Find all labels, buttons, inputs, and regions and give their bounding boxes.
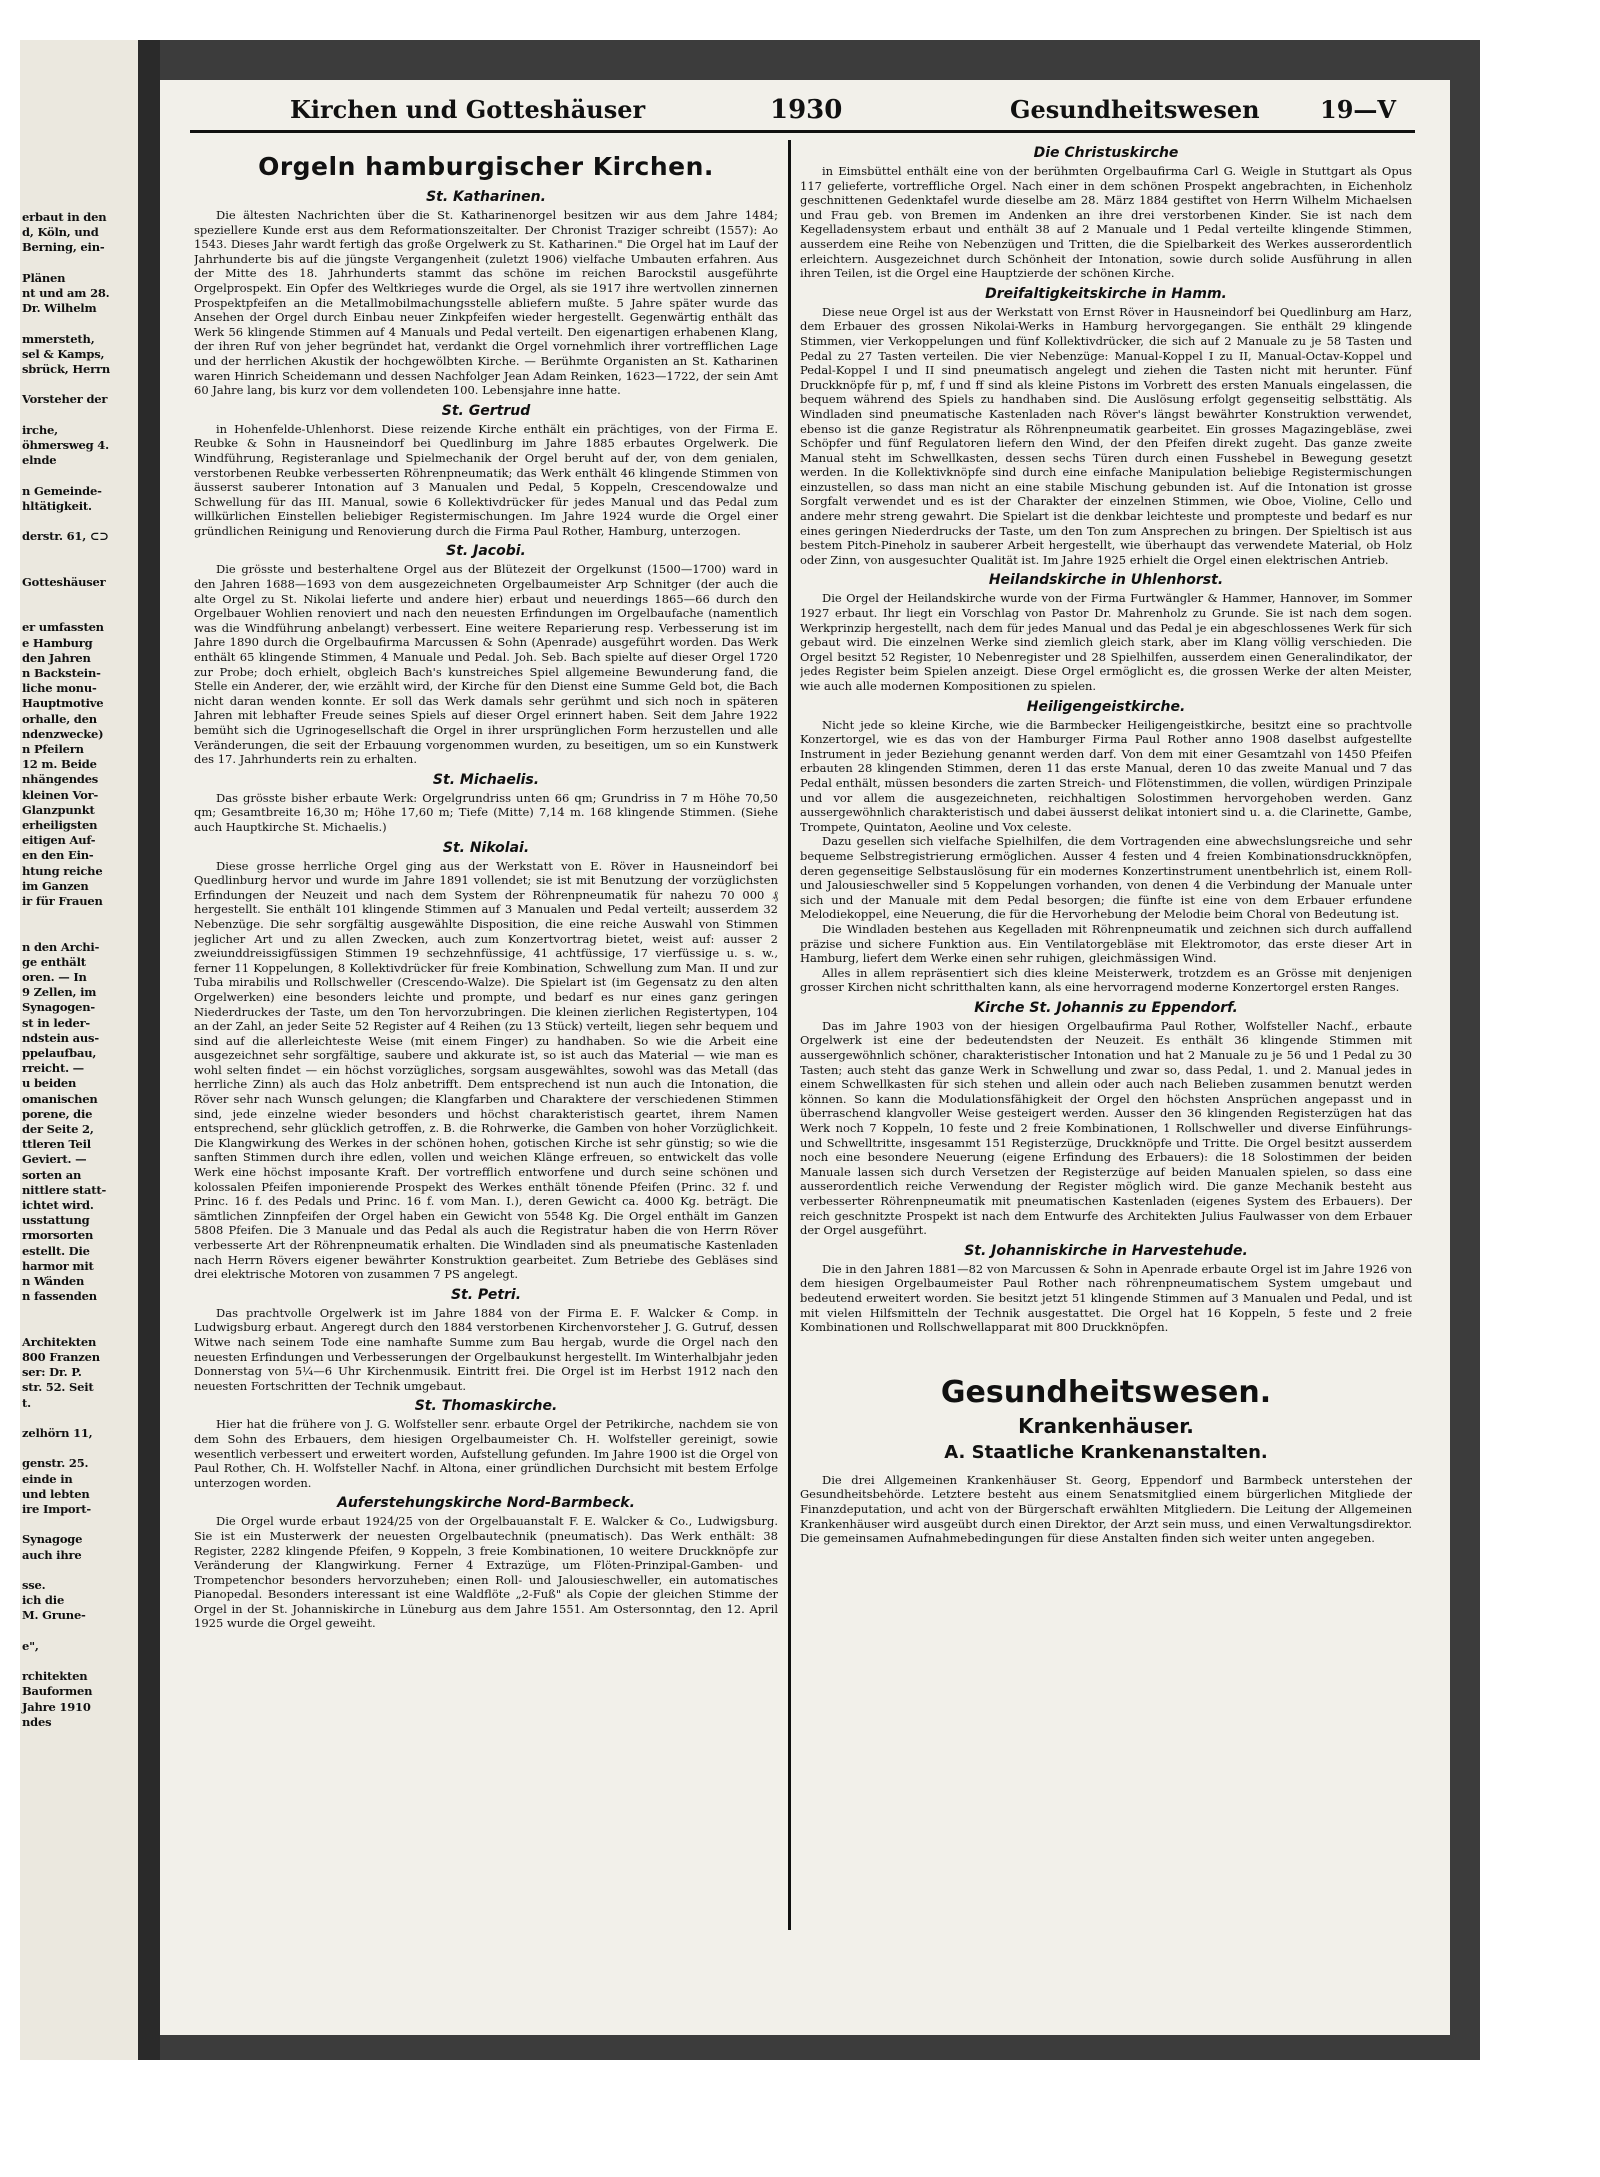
section-paragraph: Die ältesten Nachrichten über die St. Katharinenorgel besitzen wir aus dem Jahre 1484; speziellere Kunde erst aus dem Reformationszeitalter. Der Chronist Traziger schreibt (1557): Ao 1543. Dieses Jahr wardt fertigh das große Orgelwerk zu St. Katharinen." Die Orgel hat im Lauf der Jahrhunderte bis auf die jüngste Vergangenheit (zuletzt 1906) vielfache Umbauten erfahren. Aus der Mitte des 18. Jahrhunderts stammt das schöne im reichen Barockstil ausgeführte Orgelprospekt. Ein Opfer des Weltkrieges wurde die Orgel, als sie 1917 ihre wertvollen zinnernen Prospektpfeifen an die Metallmobilmachungsstelle abliefern mußte. 5 Jahre später wurde das Ansehen der Orgel durch Einbau neuer Zinkpfeifen wieder hergestellt. Gegenwärtig enthält das Werk 56 klingende Stimmen auf 4 Manuals und Pedal verteilt. Den eigenartigen erhabenen Klang, der ihren Ruf von jeher begründet hat, verdankt die Orgel vornehmlich ihrer vortrefflichen Lage und der herrlichen Akustik der hochgewölbten Kirche. — Berühmte Organisten an St. Katharinen waren Hinrich Scheidemann und dessen Nachfolger Jean Adam Reinken, 1623—1722, der sein Amt 60 Jahre lang, bis kurz vor dem vollendeten 100. Lebensjahre inne hatte. — [194, 208, 778, 398]
section-paragraph: Diese grosse herrliche Orgel ging aus der Werkstatt von E. Röver in Hausneindorf bei Quedlinburg hervor und wurde im Jahre 1891 vollendet; sie ist mit Benutzung der vorzüglichsten Erfindungen der Neuzeit und nach dem System der Röhrenpneumatik für nahezu 70 000 ₰ hergestellt. Sie enthält 101 klingende Stimmen auf 3 Manualen und Pedal verteilt; ausserdem 32 Nebenzüge. Die sehr sorgfältig ausgewählte Disposition, die eine reiche Auswahl von Stimmen jeglicher Art und zu allen Zwecken, auch zum Konzertvortrag bietet, weist auf: ausser 2 zweiunddreissigfüssigen Stimmen 19 sechzehnfüssige, 41 achtfüssige, 17 vierfüssige u. s. w., ferner 11 Koppelungen, 8 Kollektivdrücker für freie Kombination, Schwellung zum Man. II und zur Tuba mirabilis und Rollschweller (Crescendo-Walze). Die Spielart ist (im Gegensatz zu den alten Orgelwerken) eine besonders leichte und prompte, und bedarf es nur eines ganz geringen Niederdruckes der Taste, um den Ton hervorzubringen. Die kleinen zierlichen Registertypen, 104 an der Zahl, an jeder Seite 52 Register auf 4 Reihen (zu 13 Stück) verteilt, liegen sehr bequem und sind auf die allerleichteste Weise (mit einem Finger) zu handhaben. So wie die Arbeit eine ausgezeichnet sehr sorgfältige, saubere und akkurate ist, so ist auch das Material — wie man es wohl selten findet — ein höchst vorzügliches, sorgsam ausgewähltes, sowohl was das Metall (das herrliche Zinn) als auch das Holz anbetrifft. Dem entsprechend ist nun auch die Intonation, die Röver sehr nach Wunsch gelungen; die Klangfarben und Charaktere der verschiedenen Stimmen sind, jede einzelne wieder besonders und höchst charakteristisch geartet, ihrem Namen entsprechend, sehr glücklich getroffen, z. B. die Rohrwerke, die Gamben von hoher Vorzüglichkeit. Die Klangwirkung des Werkes in der schönen hohen, gotischen Kirche ist sehr günstig; so wie die sanften Stimmen durch ihre edlen, vollen und weichen Klänge erfreuen, so entwickelt das volle Werk eine höchst imposante Kraft. Der vortrefflich entworfene und durch seine schönen und kolossalen Pfeifen imponierende Prospekt des Werkes enthält tönende Pfeifen (Princ. 32 f. und Princ. 16 f. des Pedals und Princ. 16 f. vom Man. I.), deren Gewicht ca. 4000 Kg. beträgt. Die sämtlichen Zinnpfeifen der Orgel haben ein Gewicht von 5548 Kg. Die Orgel enthält im Ganzen 5808 Pfeifen. Die 3 Manuale und das Pedal als auch die Registratur haben die von Herrn Röver verbesserte Art der Röhrenpneumatik erhalten. Die Windladen sind als pneumatische Kastenladen nach Herrn Rövers eigener bewährter Konstruktion gearbeitet. Zum Betriebe des Gebläses sind drei elektrische Motoren von zusammen 7 PS angelegt. — [194, 858, 778, 1282]
section-paragraph: Alles in allem repräsentiert sich dies kleine Meisterwerk, trotzdem es an Grösse mit denjenigen grosser Kirchen nicht schritthalten kann, als eine hervorragend moderne Konzertorgel ersten Ranges. — [800, 965, 1412, 995]
strip-line: st in leder- — [22, 1015, 90, 1030]
section-heading: St. Michaelis. — [432, 771, 540, 788]
section-paragraph: Nicht jede so kleine Kirche, wie die Barmbecker Heiligengeistkirche, besitzt eine so prachtvolle Konzertorgel, wie es das von der Hamburger Firma Paul Rother anno 1908 daselbst aufgestellte Instrument in jeder Beziehung genannt werden darf. Von dem mit einer Gesamtzahl von 1450 Pfeifen erbauten 28 klingenden Stimmen, deren 11 das erste Manual, deren 10 das zweite Manual und 7 das Pedal enthält, müssen besonders die zarten Streich- und Flötenstimmen, die vollen, würdigen Prinzipale und vor allem die ausgezeichneten, reichhaltigen Solostimmen hervorgehoben werden. Ganz aussergewöhnlich charakteristisch und dabei äusserst delikat intoniert sind u. a. die Clarinette, Gambe, Trompete, Quintaton, Aeoline und Vox celeste. — [800, 717, 1412, 834]
adjacent-page-text — [22, 210, 136, 1730]
section-paragraph: Diese neue Orgel ist aus der Werkstatt von Ernst Röver in Hausneindorf bei Quedlinburg am Harz, dem Erbauer des grossen Nikolai-Werks in Hamburg hervorgegangen. Sie enthält 29 klingende Stimmen, vier Verkoppelungen und fünf Kollektivdrücker, die sich auf 2 Manuale zu je 58 Tasten und Pedal zu 27 Tasten verteilen. Die vier Nebenzüge: Manual-Koppel I zu II, Manual-Octav-Koppel und Pedal-Koppel I und II sind pneumatisch angelegt und ziehen die Tasten nicht mit herunter. Fünf Druckknöpfe für p, mf, f und ff sind als kleine Pistons im Vorbrett des ersten Manuals eingelassen, die bequem während des Spiels zu handhaben sind. Die Auslösung erfolgt gegenseitig selbsttätig. Als Windladen sind pneumatische Kastenladen nach Röver's längst bewährter Konstruktion verwendet, ebenso ist die ganze Registratur als Röhrenpneumatik gearbeitet. Ein grosses Magazingebläse, zwei Schöpfer und fünf Regulatoren liefern den Wind, der den Pfeifen direkt zugeht. Das ganze zweite Manual steht im Schwellkasten, dessen sechs Türen durch einen Fusshebel in Bewegung gesetzt werden. In die Kollektivknöpfe sind durch eine einfache Manipulation beliebige Registermischungen einzustellen, so dass man nicht an eine stabile Mischung gebunden ist. Auf die Intonation ist grosse Sorgfalt verwendet und es ist der Charakter der einzelnen Stimmen, wie Oboe, Violine, Cello und andere mehr streng gewahrt. Die Spielart ist die denkbar leichteste und prompteste und bedarf es nur eines geringen Niederdrucks der Taste, um den Ton zum Ansprechen zu bringen. Der Spieltisch ist aus bestem Pitch-Pineholz in sauberer Arbeit hergestellt, wie überhaupt das verwendete Material, ob Holz oder Zinn, von ausgesuchter Qualität ist. Im Jahre 1925 erhielt die Orgel einen elektrischen Antrieb. — [800, 304, 1412, 567]
strip-line: irche, — [22, 422, 58, 437]
strip-line: u beiden — [22, 1076, 77, 1091]
strip-line: kleinen Vor- — [22, 787, 99, 802]
running-head-year: 1930 — [770, 95, 843, 125]
strip-line — [22, 924, 136, 939]
strip-line: eitigen Auf- — [22, 833, 96, 848]
header-rule — [190, 130, 1415, 133]
strip-line — [22, 909, 136, 924]
strip-line: Synagogen- — [22, 1000, 96, 1015]
section-heading: Auferstehungskirche Nord-Barmbeck. — [337, 1495, 635, 1512]
strip-line: ichtet wird. — [22, 1198, 94, 1213]
section-paragraph: Die grösste und besterhaltene Orgel aus der Blütezeit der Orgelkunst (1500—1700) ward in den Jahren 1688—1693 von dem ausgezeichneten Orgelbaumeister Arp Schnitger (der auch die alte Orgel zu St. Nikolai lieferte und andere hier) erbaut und neuerdings 1865—66 durch den Orgelbauer Wohlien renoviert und nach den neuesten Erfindungen im Orgelbaufache (namentlich was die Windführung anbelangt) verbessert. Eine weitere Reparierung resp. Verbesserung ist im Jahre 1890 durch die Orgelbaufirma Marcussen & Sohn (Apenrade) ausgeführt worden. Das Werk enthält 65 klingende Stimmen, 4 Manuale und Pedal. Joh. Seb. Bach spielte auf dieser Orgel 1720 zur Probe; doch erhielt, obgleich Bach's kunstreiches Spiel allgemeine Bewunderung fand, die Stelle ein Anderer, der, wie erzählt wird, der Kirche für den Dienst eine Summe Geld bot, die Bach nicht daran wenden konnte. Er soll das Werk damals sehr gerühmt und sich noch in späteren Jahren mit lebhafter Freude seines Spiels auf dieser Orgel erinnert haben. Seit dem Jahre 1922 bemüht sich die Ugrinogesellschaft die Orgel in ihrer ursprünglichen Form herzustellen und alle Veränderungen, die seit der Erbauung vorgenommen wurden, zu beseitigen, um so ein Kunstwerk des 17. Jahrhunderts rein zu erhalten. — [194, 562, 778, 767]
article-title: Orgeln hamburgischer Kirchen. — [258, 152, 714, 181]
section-heading: Heilandskirche in Uhlenhorst. — [988, 572, 1224, 589]
page-content — [160, 0, 1450, 2177]
strip-line: nt und am 28. — [22, 286, 110, 300]
strip-line: M. Grune- — [22, 1608, 86, 1623]
strip-line: orhalle, den — [22, 711, 97, 726]
strip-line — [22, 377, 136, 392]
strip-line: d, Köln, und — [22, 225, 99, 240]
section-paragraph: Die Orgel wurde erbaut 1924/25 von der Orgelbauanstalt F. E. Walcker & Co., Ludwigsburg. Sie ist ein Musterwerk der neuesten Orgelbautechnik (pneumatisch). Das Werk enthält: 38 Register, 2282 klingende Pfeifen, 9 Koppeln, 3 freie Kombinationen, 10 weitere Druckknöpfe zur Veränderung der Klangwirkung. Ferner 4 Extrazüge, um Flöten-Prinzipal-Gamben- und Trompetenchor besonders hervorzuheben; einen Roll- und Jalousieschweller, ein automatisches Pianopedal. Besonders interessant ist eine Waldflöte „2-Fuß" als Copie der gleichen Stimme der Orgel in der St. Johanniskirche in Lüneburg aus dem Jahre 1551. Am Ostersonntag, den 12. April 1925 wurde die Orgel geweiht. — [194, 1514, 778, 1631]
strip-line: erbaut in den — [22, 210, 107, 224]
strip-line: n fassenden — [22, 1289, 97, 1304]
strip-line: ndenzwecke) — [22, 726, 104, 741]
section-paragraph: in Eimsbüttel enthält eine von der berühmten Orgelbaufirma Carl G. Weigle in Stuttgart als Opus 117 gelieferte, vortreffliche Orgel. Nach einer in dem schönen Prospekt angebrachten, in Eichenholz geschnittenen Gedenktafel wurde dieselbe am 28. März 1884 gestiftet von Herrn Wilhelm Michaelsen und Frau geb. von Bremen im Andenken an ihre drei verstorbenen Kinder. Sie ist nach dem Kegelladensystem erbaut und enthält 38 auf 2 Manuale und 1 Pedal verteilte klingende Stimmen, ausserdem eine Reihe von Nebenzügen und Tritten, die die Spielbarkeit des Werkes ausserordentlich erleichtern. Ausgezeichnet durch Schönheit der Intonation, sowie durch solide Ausführung in allen ihren Teilen, ist die Orgel eine Hauptzierde der schönen Kirche. — [800, 164, 1412, 281]
strip-line — [22, 605, 136, 620]
section-heading: Die Christuskirche — [1033, 145, 1179, 161]
strip-line: n Pfeilern — [22, 741, 84, 756]
section-paragraph: Das grösste bisher erbaute Werk: Orgelgrundriss unten 66 qm; Grundriss in 7 m Höhe 70,50 qm; Gesamtbreite 16,30 m; Höhe 17,60 m; Tiefe (Mitte) 7,14 m. 168 klingende Stimmen. (Siehe auch Hauptkirche St. Michaelis.) — [194, 790, 778, 834]
running-head-right: Gesundheitswesen — [1010, 95, 1260, 124]
strip-line — [22, 1441, 136, 1456]
strip-line: einde in — [22, 1471, 73, 1486]
strip-line: Synagoge — [22, 1532, 83, 1547]
left-sections — [194, 189, 778, 1631]
strip-line: Bauformen — [22, 1684, 93, 1699]
strip-line — [22, 1411, 136, 1426]
strip-line: nittlere statt- — [22, 1182, 107, 1197]
strip-line: mmersteth, — [22, 331, 95, 346]
strip-line — [22, 1563, 136, 1578]
section-paragraph: Das prachtvolle Orgelwerk ist im Jahre 1884 von der Firma E. F. Walcker & Comp. in Ludwigsburg erbaut. Angeregt durch den 1884 verstorbenen Kirchenvorsteher J. G. Gutruf, dessen Witwe nach seinem Tode eine namhafte Summe zum Bau hergab, wurde die Orgel nach den neuesten Erfindungen und Verbesserungen der Orgelbaukunst hergestellt. Im Winterhalbjahr jeden Donnerstag von 5¼—6 Uhr Kirchenmusik. Eintritt frei. Die Orgel ist im Herbst 1912 nach den neuesten Fortschritten der Technik umgebaut. — [194, 1305, 778, 1393]
strip-line: n Wänden — [22, 1274, 85, 1289]
strip-line: genstr. 25. — [22, 1456, 89, 1471]
section-heading: St. Thomaskirche. — [414, 1398, 558, 1415]
strip-line — [22, 1517, 136, 1532]
page-number: 19—V — [1320, 95, 1397, 124]
section-heading: Heiligengeistkirche. — [1026, 698, 1186, 715]
strip-line — [22, 544, 136, 559]
strip-line: ser: Dr. P. — [22, 1365, 82, 1380]
strip-line: zelhörn 11, — [22, 1426, 93, 1441]
strip-line: Dr. Wilhelm — [22, 301, 97, 316]
health-title: Gesundheitswesen. — [940, 1374, 1272, 1410]
right-column — [800, 140, 1412, 1930]
strip-line: n Backstein- — [22, 665, 101, 680]
strip-line: Geviert. — — [22, 1152, 87, 1167]
strip-line: Vorsteher der — [22, 392, 108, 407]
strip-line: n den Archi- — [22, 939, 100, 954]
strip-line: en den Ein- — [22, 848, 94, 863]
strip-line: rchitekten — [22, 1669, 88, 1684]
strip-line: Plänen — [22, 270, 66, 285]
strip-line: und lebten — [22, 1486, 90, 1501]
section-paragraph: Dazu gesellen sich vielfache Spielhilfen, die dem Vortragenden eine abwechslungsreiche und sehr bequeme Selbstregistrierung ermöglichen. Ausser 4 festen und 4 freien Kombinationsdruckknöpfen, deren gegenseitige Selbstauslösung für ein modernes Konzertinstrument unentbehrlich ist, einem Roll- und Jalousieschweller sind 5 Koppelungen vorhanden, von denen 4 die Verbindung der Manuale unter sich und der Manuale mit dem Pedal besorgen; die fünfte ist eine von dem Erbauer erfundene Melodiekoppel, eine Neuerung, die für die Hervorhebung der Melodie beim Choral von Bedeutung ist. — [800, 834, 1412, 922]
strip-line: 9 Zellen, im — [22, 985, 97, 1000]
strip-line: rmorsorten — [22, 1228, 94, 1243]
strip-line: usstattung — [22, 1213, 90, 1228]
strip-line: str. 52. Seit — [22, 1380, 94, 1395]
section-heading: St. Katharinen. — [426, 189, 546, 205]
section-paragraph: in Hohenfelde-Uhlenhorst. Diese reizende Kirche enthält ein prächtiges, von der Firma E. Reubke & Sohn in Hausneindorf bei Quedlinburg im Jahre 1885 erbautes Orgelwerk. Die Windführung, Registeranlage und Spielmechanik der Orgel beruht auf der, von dem genialen, verstorbenen Reubke verbesserten Röhrenpneumatik; das Werk enthält 46 klingende Stimmen von äusserst sauberer Intonation auf 3 Manualen und Pedal, 5 Koppeln, Crescendowalze und Schwellung für das III. Manual, sowie 6 Kollektivdrücker für jedes Manual und das Pedal zum willkürlichen Einstellen beliebiger Registermischungen. Im Jahre 1924 wurde die Orgel einer gründlichen Reinigung und Renovierung durch die Firma Paul Rother, Hamburg, unterzogen. — [194, 421, 778, 538]
book-gutter — [138, 40, 160, 2060]
strip-line: sorten an — [22, 1167, 82, 1182]
strip-line: htung reiche — [22, 863, 103, 878]
strip-line: sse. — [22, 1578, 46, 1592]
strip-line: estellt. Die — [22, 1243, 90, 1258]
strip-line: sel & Kamps, — [22, 346, 105, 361]
section-heading: St. Jacobi. — [446, 543, 526, 560]
strip-line: Architekten — [22, 1334, 97, 1349]
running-head-left: Kirchen und Gotteshäuser — [290, 95, 646, 124]
strip-line: auch ihre — [22, 1547, 82, 1562]
strip-line: e", — [22, 1638, 39, 1653]
section-paragraph: Hier hat die frühere von J. G. Wolfsteller senr. erbaute Orgel der Petrikirche, nachdem sie von dem Sohn des Erbauers, dem hiesigen Orgelbaumeister Ch. H. Wolfsteller gereinigt, sowie wesentlich verbessert und erweitert worden, Aufstellung gefunden. Im Jahre 1900 ist die Orgel von Paul Rother, Ch. H. Wolfsteller Nachf. in Altona, einer gründlichen Durchsicht mit bestem Erfolge unterzogen worden. — [194, 1417, 778, 1490]
strip-line: den Jahren — [22, 650, 91, 665]
strip-line: porene, die — [22, 1106, 93, 1121]
strip-line: ndes — [22, 1714, 52, 1729]
section-heading: St. Gertrud — [441, 402, 531, 419]
strip-line: omanischen — [22, 1091, 98, 1106]
strip-line: ppelaufbau, — [22, 1045, 97, 1060]
strip-line: n Gemeinde- — [22, 483, 102, 498]
strip-line: er umfassten — [22, 620, 104, 635]
strip-line: ttleren Teil — [22, 1137, 91, 1152]
health-subsubtitle: A. Staatliche Krankenanstalten. — [944, 1441, 1268, 1463]
strip-line: ge enthält — [22, 954, 86, 969]
strip-line: rreicht. — — [22, 1061, 84, 1076]
strip-line: t. — [22, 1395, 31, 1410]
section-heading: St. Johanniskirche in Harvestehude. — [964, 1242, 1248, 1259]
strip-line — [22, 316, 136, 331]
section-paragraph: Die in den Jahren 1881—82 von Marcussen & Sohn in Apenrade erbaute Orgel ist im Jahre 1926 von dem hiesigen Orgelbaumeister Paul Rother nach röhrenpneumatischem System umgebaut und bedeutend erweitert worden. Sie besitzt jetzt 51 klingende Stimmen auf 3 Manualen und Pedal, und ist mit vielen Hilfsmitteln der Technik ausgestattet. Die Orgel hat 16 Koppeln, 5 feste und 2 freie Kombinationen und Rollschwellapparat mit 800 Druckknöpfen. — [800, 1261, 1412, 1335]
strip-line: harmor mit — [22, 1258, 94, 1273]
strip-line: sbrück, Herrn — [22, 362, 110, 376]
section-paragraph: Das im Jahre 1903 von der hiesigen Orgelbaufirma Paul Rother, Wolfsteller Nachf., erbaute Orgelwerk ist eine der bedeutendsten der Neuzeit. Es enthält 36 klingende Stimmen mit aussergewöhnlich schöner, charakteristischer Intonation und hat 2 Manuale zu je 56 und 1 Pedal zu 30 Tasten; auch steht das ganze Werk in Schwellung und zwar so, dass Pedal, 1. und 2. Manual jedes in einem Schwellkasten für sich stehen und allein oder auch nach Belieben zusammen benutzt werden können. So kann die Modulationsfähigkeit der Orgel den höchsten Ansprüchen angepasst und in überraschend klangvoller Weise gesteigert werden. Ausser den 36 klingenden Registerzügen hat das Werk noch 7 Koppeln, 10 feste und 2 freie Kombinationen, 1 Rollschweller und diverse Einführungs- und Schwelltritte, insgesammt 151 Registerzüge, Druckknöpfe und Tritte. Die Orgel besitzt ausserdem noch eine besondere Neuerung (eigene Erfindung des Erbauers): die 18 Solostimmen der beiden Manuale lassen sich durch Versetzen der Registerzüge auf beiden Manualen spielen, so dass eine ausserordentlich reiche Verwendung der Register möglich wird. Die ganze Mechanik besteht aus verbesserter Röhrenpneumatik mit pneumatischen Kastenladen (eigenes System des Erbauers). Der reich geschnitzte Prospekt ist nach dem Entwurfe des Architekten Julius Faulwasser von dem Erbauer der Orgel ausgeführt. — [800, 1018, 1412, 1238]
strip-line: Hauptmotive — [22, 696, 104, 711]
strip-line: ich die — [22, 1593, 65, 1608]
strip-line: hltätigkeit. — [22, 498, 92, 513]
section-paragraph: Die Windladen bestehen aus Kegelladen mit Röhrenpneumatik und zeichnen sich durch auffallend präzise und sichere Funktion aus. Ein Ventilatorgebläse mit Elektromotor, das erste dieser Art in Hamburg, liefert dem Werke einen sehr ruhigen, gleichmässigen Wind. — [800, 921, 1412, 966]
strip-line: 12 m. Beide — [22, 757, 97, 772]
strip-line — [22, 408, 136, 423]
strip-line: öhmersweg 4. — [22, 437, 109, 452]
strip-line: ir für Frauen — [22, 893, 103, 908]
strip-line: ndstein aus- — [22, 1030, 99, 1045]
strip-line — [22, 1304, 136, 1319]
strip-line: oren. — In — [22, 969, 87, 984]
strip-line: ire Import- — [22, 1502, 91, 1517]
strip-line: der Seite 2, — [22, 1122, 94, 1136]
section-heading: Dreifaltigkeitskirche in Hamm. — [985, 285, 1227, 302]
health-paragraph: Die drei Allgemeinen Krankenhäuser St. Georg, Eppendorf und Barmbeck unterstehen der Gesundheitsbehörde. Letztere besteht aus einem Senatsmitglied einem bürgerlichen Mitgliede der Finanzdeputation, und acht von der Bürgerschaft erwählten Mitgliedern. Die Leitung der Allgemeinen Krankenhäuser wird ausgeübt durch einen Direktor, der Arzt sein muss, und einen Verwaltungsdirektor. Die gemeinsamen Aufnahmebedingungen für diese Anstalten finden sich weiter unten angegeben. — [800, 1472, 1412, 1546]
section-paragraph: Die Orgel der Heilandskirche wurde von der Firma Furtwängler & Hammer, Hannover, im Sommer 1927 erbaut. Ihr liegt ein Vorschlag von Pastor Dr. Mahrenholz zu Grunde. Sie ist nach dem sogen. Werkprinzip hergestellt, nach dem für jedes Manual und das Pedal je ein abgeschlossenes Werk für sich gebaut wird. Die einzelnen Werke sind ziemlich gleich stark, aber im Klang völlig verschieden. Die Orgel besitzt 52 Register, 10 Nebenregister und 28 Spielhilfen, ausserdem einen Generalindikator, der jedes Register beim Spielen anzeigt. Diese Orgel ermöglicht es, die grossen Werke der alten Meister, wie auch alle modernen Kompositionen zu spielen. — [800, 591, 1412, 693]
strip-line: erheiligsten — [22, 817, 98, 832]
strip-line — [22, 1320, 136, 1335]
strip-line — [22, 1654, 136, 1669]
strip-line: e Hamburg — [22, 635, 93, 650]
health-subtitle: Krankenhäuser. — [1018, 1413, 1194, 1438]
strip-line: derstr. 61, ⊂⊃ — [22, 529, 109, 544]
section-heading: St. Nikolai. — [442, 839, 530, 856]
strip-line: im Ganzen — [22, 878, 89, 893]
strip-line: nhängendes — [22, 772, 99, 787]
strip-line: Jahre 1910 — [22, 1699, 91, 1714]
right-sections — [800, 145, 1412, 1335]
section-heading: Kirche St. Johannis zu Eppendorf. — [974, 999, 1238, 1016]
running-head — [190, 95, 1410, 135]
strip-line — [22, 590, 136, 605]
strip-line: liche monu- — [22, 681, 97, 696]
strip-line: elnde — [22, 453, 57, 468]
column-divider — [788, 140, 791, 1930]
strip-line — [22, 1624, 136, 1639]
strip-line: Gotteshäuser — [22, 574, 106, 589]
strip-line: 800 Franzen — [22, 1350, 100, 1365]
strip-line — [22, 514, 136, 529]
strip-line — [22, 560, 136, 575]
left-column — [194, 140, 778, 1930]
section-heading: St. Petri. — [450, 1286, 522, 1303]
strip-line — [22, 256, 136, 271]
strip-line — [22, 468, 136, 483]
strip-line: Berning, ein- — [22, 240, 105, 255]
adjacent-page-strip — [20, 40, 138, 2060]
strip-line: Glanzpunkt — [22, 802, 95, 817]
